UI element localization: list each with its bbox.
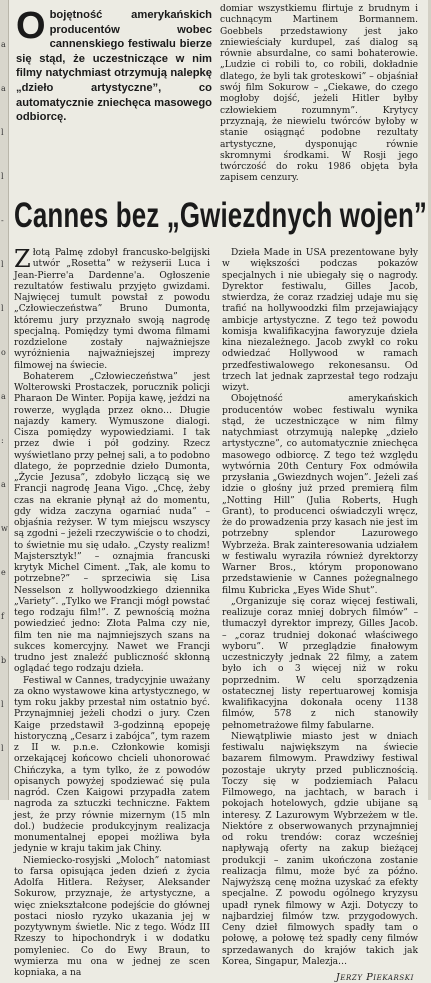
top-right-column (220, 4, 418, 185)
edge-text-fragment: a (1, 40, 6, 49)
edge-text-fragment: l (1, 700, 4, 709)
article-paragraph (14, 245, 210, 372)
article-dropcap: Z (14, 245, 31, 273)
article-paragraph: „Organizuje się coraz więcej festiwali, realizuje coraz mniej dobrych filmów” – tłumaczył dyrektor imprezy, Gilles Jacob. – „coraz trudniej dokonać właściwego wyboru”. W przeglądzie finałowym uczestniczyły jednak 22 filmy, a zatem było ich o 3 więcej niż w roku poprzednim. W celu sporządzenia ostatecznej listy repertuarowej komisja kwalifikacyjna dokonała oceny 1138 filmów, 578 z nich stanowiły pełnometrażowe filmy fabularne. (222, 596, 418, 731)
article-paragraph: Festiwal w Cannes, tradycyjnie uważany za okno wystawowe kina artystycznego, w tym roku jakby przestał nim ostatnio być. Przynajmniej jeżeli chodzi o jury. Czen Kaige przedstawił 3-godzinną epopeję historyczną „Cesarz i zabójca”, tym razem z II w. p.n.e. Członkowie komisji orzekającej końcowo chcieli uhonorować Chińczyka, a tym tylko, że z powodów opisanych powyżej spodziewać się pula nagród. Czen Kaigowi przypadła zatem nagroda za sztuczki techniczne. Faktem jest, że przy równie mizernym (15 mln dol.) budżecie produkcyjnym realizacja monumentalnej epopei możliwa była jedynie w kraju takim jak Chiny. (14, 675, 210, 855)
edge-text-fragment: l (1, 128, 4, 137)
edge-text-fragment: o (1, 348, 6, 357)
intro-text: bojętność amerykańskich producentów wobec cannenskiego festiwalu bierze się stąd, że uczestniczące w nim filmy natychmiast otrzymują nalepkę „dzieło artystyczne”, co automatycznie zniechęca masowego odbiorcę. (16, 9, 212, 124)
adjacent-page-edge (0, 0, 9, 800)
edge-text-fragment: e (1, 568, 6, 577)
edge-text-fragment: - (1, 216, 4, 225)
edge-text-fragment: l (1, 304, 4, 313)
article-column-left (14, 245, 210, 979)
top-column-paragraph: domiar wszystkiemu flirtuje z brudnym i cuchnącym Martinem Bormannem. Goebbels przedstawiony jest jako zniewieściały kurdupel, zaś dialog są równie absurdalne, co sami bohaterowie. „Ludzie ci robili to, co robili, dokładnie dlatego, że byli tak groteskowi” – objaśniał swój film Sokurow – „Ciekawe, do czego mogłoby dojść, jeżeli Hitler byłby człowiekiem rozumnym”. Krytycy przyznają, że niewielu twórców byłoby w stanie osiągnąć podobne rezultaty artystyczne, dysponując równie skromnymi środkami. W Rosji jego twórczość do roku 1986 objęta była zapisem cenzury. (220, 4, 418, 184)
edge-text-fragment: w (1, 524, 8, 533)
article-column-right (222, 248, 418, 983)
article-paragraph: Niemiecko-rosyjski „Moloch” natomiast to farsa opisująca jeden dzień z życia Adolfa Hitlera. Reżyser, Aleksander Sokurow, przyznaje, że artystyczne, a więc zniekształcone podejście do głównej postaci niosło ryzyko ukazania jej w pozytywnym świetle. Nic z tego. Wódz III Rzeszy to hipochondryk i w dodatku pomyleniec. Co do Ewy Braun, to wymierza mu ona w jednej ze scen kopniaka, a na (14, 855, 210, 978)
edge-text-fragment: a (1, 392, 6, 401)
edge-text-fragment: : (1, 436, 4, 445)
edge-text-fragment: l (1, 744, 4, 753)
edge-text-fragment: b (1, 656, 7, 665)
article-headline: Cannes bez „Gwiezdnych wojen” (14, 196, 428, 235)
article-paragraph: Niewątpliwie miasto jest w dniach festiwalu największym na świecie bazarem filmowym. Prawdziwy festiwal pozostaje ukryty przed publicznością. Toczy się w podziemiach Pałacu Filmowego, na jachtach, w barach i pokojach hotelowych, gdzie ubijane są interesy. Z Lazurowym Wybrzeżem w tle. Niektóre z obserwowanych przynajmniej od roku trendów: coraz wcześniej napływają oferty na zakup bieżącej produkcji – zanim ukończona zostanie realizacja filmu, może być za późno. Najwyższą cenę można uzyskać za efekty specjalne. Z powodu ogólnego kryzysu upadł rynek filmowy w Azji. Dotyczy to najbardziej filmów tzw. przygodowych. Ceny dzieł filmowych spadły tam o połowę, a połowę też spadły ceny filmów sprzedawanych do krajów takich jak Korea, Singapur, Malezja… (222, 731, 418, 967)
edge-text-fragment: l (1, 260, 4, 269)
article-paragraph-text: łotą Palmę zdobył francusko-belgijski utwór „Rosetta” w reżyserii Luca i Jean-Pierre'a Dardenne'a. Ogłoszenie rezultatów festiwalu przyjęto gwizdami. Najwięcej tumult powstał z powodu „Człowieczeństwa” Bruno Dumonta, któremu jury przyznało swoją nagrodę specjalną. Pomiędzy tymi dwoma filmami rozdzielone zostały najważniejsze wyróżnienia najważniejszej imprezy filmowej na świecie. (14, 248, 210, 371)
intro-dropcap: O (16, 5, 46, 47)
edge-text-fragment: f (1, 612, 4, 621)
article-paragraph: Dzieła Made in USA prezentowane były w większości podczas pokazów specjalnych i nie ubiegały się o nagrody. Dyrektor festiwalu, Gilles Jacob, stwierdza, że coraz rzadziej udaje mu się trafić na hollywoodzki film przejawiający ambicje artystyczne. Z tego też powodu komisja kwalifikacyjna faworyzuje dzieła kina niezależnego. Jacob zwykł co roku odwiedzać Hollywood w ramach przedfestiwalowego rekonesansu. Od trzech lat jednak zaprzestał tego rodzaju wizyt. (222, 248, 418, 393)
edge-text-fragment: l (1, 172, 4, 181)
intro-lead (16, 5, 212, 125)
article-paragraph: Obojętność amerykańskich producentów wobec festiwalu wynika stąd, że uczestniczące w nim filmy natychmiast otrzymują nalepkę „dzieło artystyczne”, co automatycznie zniechęca masowego odbiorcę. Z tego też względu wytwórnia 20th Century Fox odmówiła przysłania „Gwiezdnych wojen”. Jeżeli zaś idzie o głośny już przed premierą film „Notting Hill” (Julia Roberts, Hugh Grant), to producenci oświadczyli wręcz, że do prowadzenia przy kasach nie jest im potrzebny splendor Lazurowego Wybrzeża. Brak zainteresowania udziałem w festiwalu wyraziła również dyrektorzy Warner Bros., którym proponowano przedstawienie w Cannes pożegnalnego filmu Kubricka „Eyes Wide Shut”. (222, 394, 418, 596)
author-signature: Jerzy Piekarski (335, 972, 414, 983)
edge-text-fragment: a (1, 84, 6, 93)
edge-text-fragment: a (1, 480, 6, 489)
article-paragraph: Bohaterem „Człowieczeństwa” jest Wolterowski Prostaczek, porucznik policji Pharaon De Winter. Popija kawę, jeździ na rowerze, wygląda przez okno… Długie najazdy kamery. Wymuszone dialogi. Cisza pomiędzy wypowiedziami. I tak przez dwie i pół godziny. Rzecz wyświetlano przy pełnej sali, a to podobno dlatego, że poprzednie dzieło Dumonta, „Życie Jezusa”, zdobyło liczącą się we Francji nagrodę Jeana Vigo. „Chcę, żeby czas na ekranie płynął aż do momentu, gdy widza zaczyna ogarniać nuda” – objaśnia reżyser. W tym miejscu wszyscy są zgodni – jeżeli rzeczywiście o to chodzi, to świetnie mu się udało. „Czysty realizm! Majstersztyk!” – oznajmia francuski krytyk Michel Ciment. „Tak, ale komu to potrzebne?” – sprzeciwia się Lisa Nesselson z hollywoodzkiego dziennika „Variety”. „Tylko we Francji mógł powstać tego rodzaju film!”. Z pewnością można powiedzieć jedno: Złota Palma czy nie, film ten nie ma najmniejszych szans na sukces komercyjny. Nawet we Francji trudno jest znaleźć publiczność skłonną oglądać tego rodzaju dzieła. (14, 371, 210, 675)
